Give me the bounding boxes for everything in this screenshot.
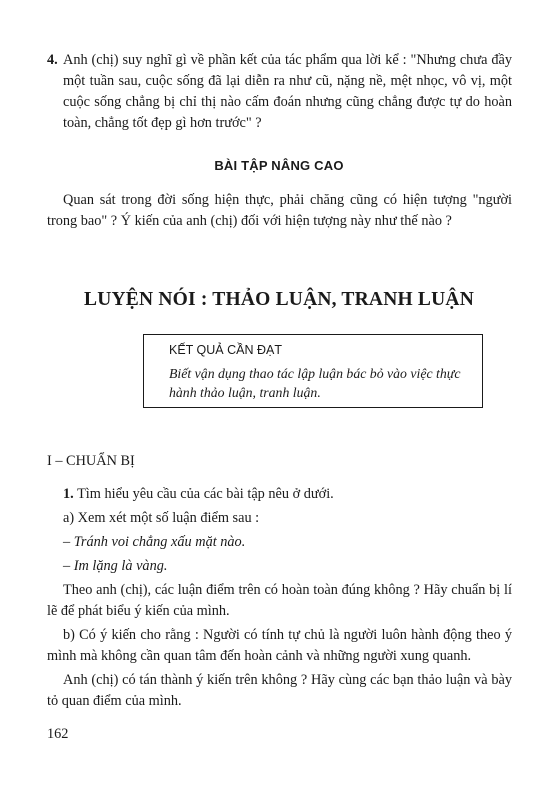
- item-1-number: 1.: [63, 486, 74, 502]
- learning-outcome-text: Biết vận dụng thao tác lập luận bác bỏ vào việc thực hành thảo luận, tranh luận.: [169, 366, 461, 400]
- question-b: Anh (chị) có tán thành ý kiến trên không ? Hãy cùng các bạn thảo luận và bày tỏ quan điểm của mình.: [47, 672, 512, 709]
- advanced-exercise-heading: BÀI TẬP NÂNG CAO: [214, 158, 344, 173]
- question-4-text: Anh (chị) suy nghĩ gì về phần kết của tác phẩm qua lời kể : "Nhưng chưa đầy một tuần sau, cuộc sống đã lại diễn ra như cũ, nặng nề, mệt nhọc, vô vị, một cuộc sống chẳng bị chỉ thị nào cấm đoán nhưng cũng chẳng được tự do hoàn toàn, chẳng tốt đẹp gì hơn trước" ?: [63, 52, 512, 131]
- item-1: [47, 484, 512, 505]
- question-4: [47, 50, 512, 134]
- question-a: Theo anh (chị), các luận điểm trên có hoàn toàn đúng không ? Hãy chuẩn bị lí lẽ để phát biểu ý kiến của mình.: [47, 582, 512, 619]
- section-heading-preparation: I – CHUẨN BỊ: [47, 453, 135, 469]
- preparation-content: [47, 484, 512, 715]
- advanced-exercise-text: Quan sát trong đời sống hiện thực, phải chăng cũng có hiện tượng "người trong bao" ? Ý kiến của anh (chị) đối với hiện tượng này như thế nào ?: [47, 192, 512, 229]
- claim-2: – Im lặng là vàng.: [63, 558, 168, 574]
- item-1-text: Tìm hiểu yêu cầu của các bài tập nêu ở dưới.: [77, 486, 334, 502]
- page-number: 162: [47, 726, 69, 742]
- learning-outcome-box: [143, 334, 483, 408]
- claim-1: – Tránh voi chẳng xấu mặt nào.: [63, 534, 246, 550]
- item-b: b) Có ý kiến cho rằng : Người có tính tự chủ là người luôn hành động theo ý mình mà không cần quan tâm đến hoàn cảnh và những người xung quanh.: [47, 627, 512, 664]
- question-4-number: 4.: [47, 52, 58, 68]
- item-a: a) Xem xét một số luận điểm sau :: [63, 510, 260, 526]
- learning-outcome-label: KẾT QUẢ CẦN ĐẠT: [169, 343, 282, 357]
- lesson-title: LUYỆN NÓI : THẢO LUẬN, TRANH LUẬN: [84, 289, 474, 310]
